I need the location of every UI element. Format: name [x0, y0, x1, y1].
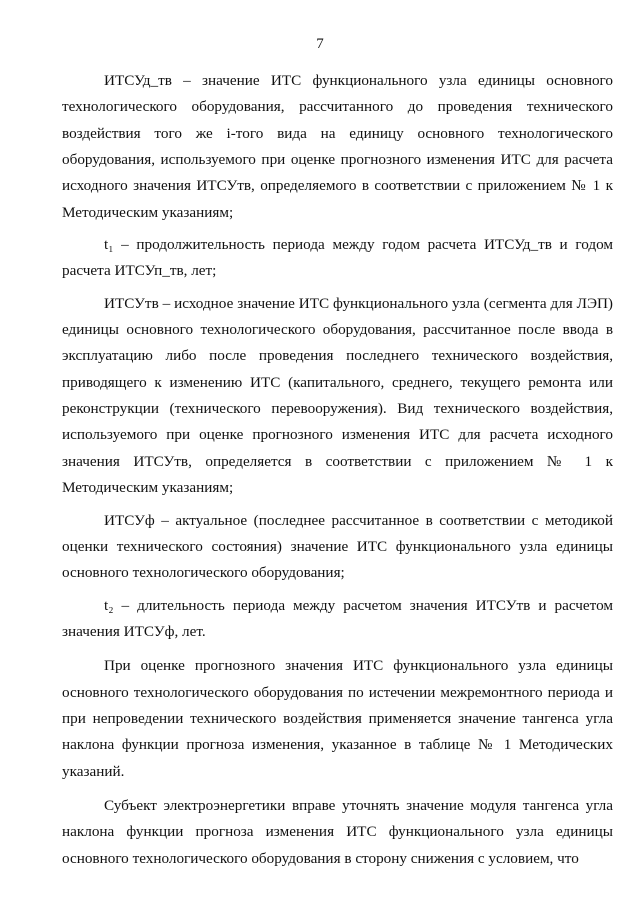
- paragraph-t1-definition: t₁ – продолжительность периода между годом расчета ИТСУд_тв и годом расчета ИТСУп_тв, лет;: [62, 236, 613, 280]
- paragraph-itsutv-definition: ИТСУтв – исходное значение ИТС функционального узла (сегмента для ЛЭП) единицы основного технологического оборудования, рассчитанное после ввода в эксплуатацию либо после проведения последнего технического воздействия, приводящего к изменению ИТС (капитального, среднего, текущего ремонта или реконструкции (технического перевооружения). Вид технического воздействия, используемого при оценке прогнозного изменения ИТС для расчета исходного значения ИТСУтв, определяется в соответствии с приложением № 1 к Методическим указаниям;: [62, 294, 613, 497]
- page-number: 7: [316, 36, 324, 52]
- paragraph-subject-clarification: Субъект электроэнергетики вправе уточнять значение модуля тангенса угла наклона функции прогноза изменения ИТС функционального узла единицы основного технологического оборудования в сторону снижения с условием, что: [62, 796, 613, 867]
- paragraph-itsud-definition: ИТСУд_тв – значение ИТС функционального узла единицы основного технологического оборудования, рассчитанного до проведения технического воздействия того же i-того вида на единицу основного технологического оборудования, используемого при оценке прогнозного изменения ИТС для расчета исходного значения ИТСУтв, определяемого в соответствии с приложением № 1 к Методическим указаниям;: [62, 72, 613, 221]
- paragraph-itsuf-definition: ИТСУф – актуальное (последнее рассчитанное в соответствии с методикой оценки технического состояния) значение ИТС функционального узла единицы основного технологического оборудования;: [62, 511, 613, 582]
- paragraph-forecast-value: При оценке прогнозного значения ИТС функционального узла единицы основного технологического оборудования по истечении межремонтного периода и при непроведении технического воздействия применяется значение тангенса угла наклона функции прогноза изменения, указанное в таблице № 1 Методических указаний.: [62, 657, 613, 780]
- document-body: [62, 68, 613, 872]
- paragraph-t2-definition: t₂ – длительность периода между расчетом значения ИТСУтв и расчетом значения ИТСУф, лет.: [62, 596, 613, 640]
